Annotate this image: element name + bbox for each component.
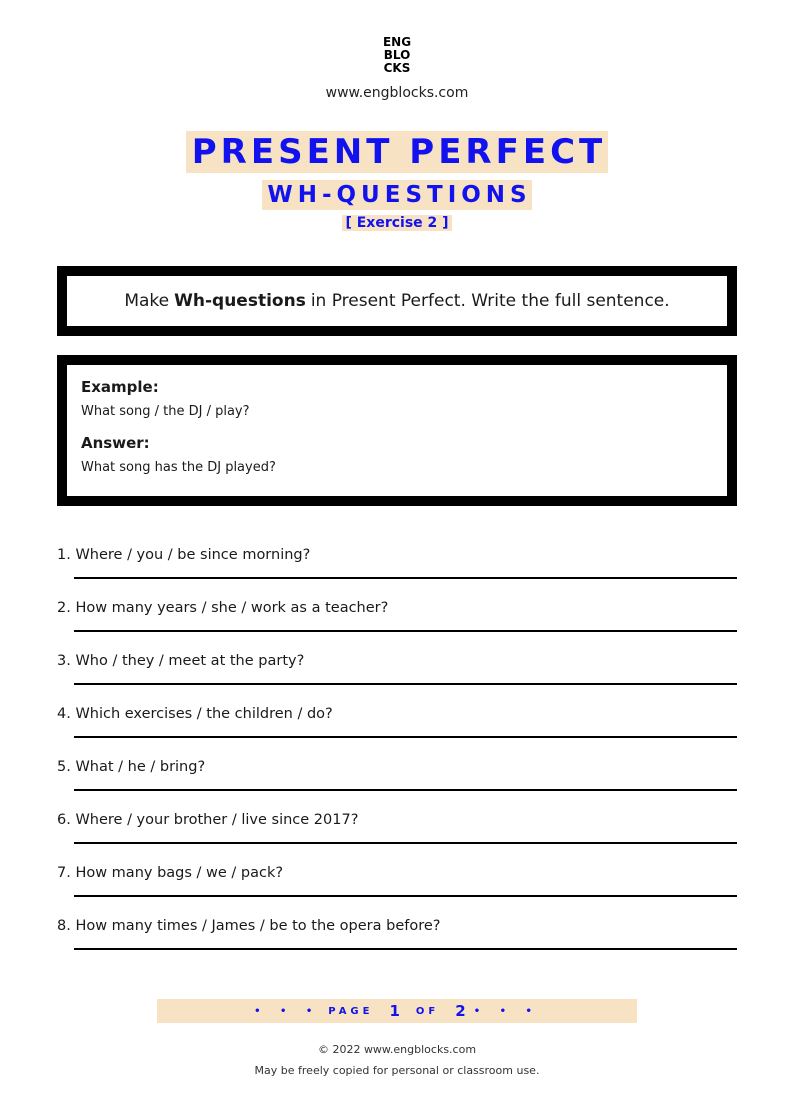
question-item [57,863,737,883]
instruction-box [57,266,737,336]
page-indicator [157,999,637,1023]
question-item [57,598,737,618]
logo-line-2: BLO [383,48,411,62]
answer-line[interactable] [74,577,737,579]
answer-line[interactable] [74,683,737,685]
question-text: 2. How many years / she / work as a teacher? [57,600,389,616]
question-text: 6. Where / your brother / live since 2017? [57,812,359,828]
instruction-after: in Present Perfect. Write the full sentence. [310,291,670,311]
question-text: 3. Who / they / meet at the party? [57,653,305,669]
subtitle-wrap [0,180,794,210]
question-item [57,704,737,724]
copyright: © 2022 www.engblocks.com [317,1043,477,1056]
question-item [57,757,737,777]
example-box [57,355,737,506]
pager-of-word: OF [415,1005,440,1017]
worksheet-subtitle: WH-QUESTIONS [262,180,531,210]
instruction-before: Make [124,291,170,311]
logo-line-1: ENG [382,35,412,49]
question-item [57,545,737,565]
pager-page-word: PAGE [328,1005,374,1017]
answer-line[interactable] [74,842,737,844]
question-item [57,810,737,830]
question-text: 8. How many times / James / be to the opera before? [57,918,441,934]
question-item [57,916,737,936]
question-text: 5. What / he / bring? [57,759,206,775]
answer-line[interactable] [74,948,737,950]
license-note: May be freely copied for personal or classroom use. [254,1064,540,1077]
question-text: 7. How many bags / we / pack? [57,865,284,881]
answer-line[interactable] [74,789,737,791]
title-wrap [0,131,794,173]
pager-current: 1 [389,1002,400,1020]
pager-dots-left: • • • [254,1005,321,1017]
question-item [57,651,737,671]
exercise-label: [ Exercise 2 ] [342,215,451,231]
answer-line[interactable] [74,895,737,897]
pager-total: 2 [455,1002,466,1020]
exercise-label-wrap [0,215,794,231]
answer-text: What song has the DJ played? [81,460,276,475]
example-heading: Example: [81,378,159,396]
pager-dots-right: • • • [473,1005,540,1017]
answer-line[interactable] [74,736,737,738]
answer-line[interactable] [74,630,737,632]
logo-line-3: CKS [383,61,411,75]
engblocks-logo [0,36,794,75]
instruction-bold: Wh-questions [174,291,306,311]
answer-heading: Answer: [81,434,150,452]
site-url: www.engblocks.com [325,85,469,101]
question-text: 1. Where / you / be since morning? [57,547,311,563]
example-text: What song / the DJ / play? [81,404,250,419]
question-text: 4. Which exercises / the children / do? [57,706,333,722]
worksheet-title: PRESENT PERFECT [186,131,608,173]
